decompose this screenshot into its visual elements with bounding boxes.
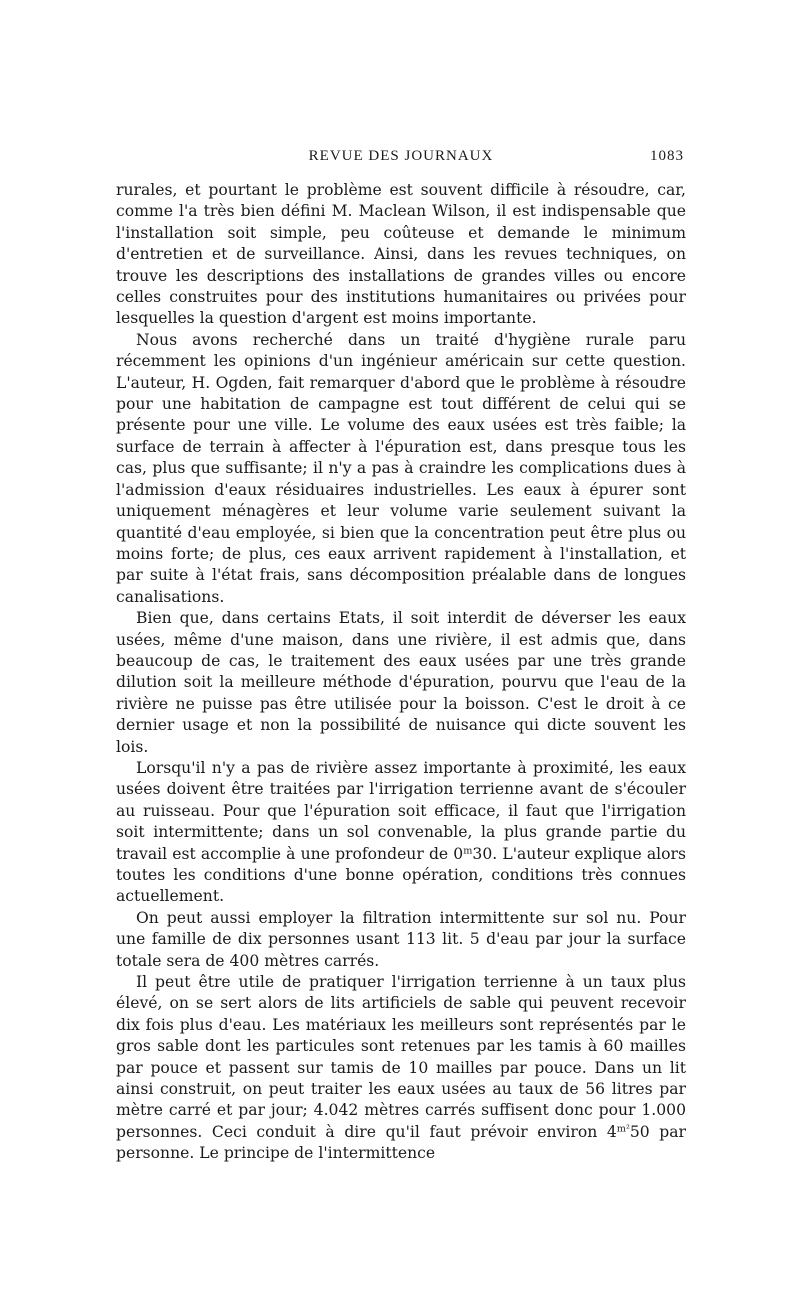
paragraph-text: Bien que, dans certains Etats, il soit interdit de déverser les eaux usées, même d'une maison, dans une rivière, il est admis que, dans beaucoup de cas, le traitement des eaux usées par une très grande dilution soit la meilleure méthode d'épuration, pourvu que l'eau de la rivière ne puisse pas être utilisée pour la boisson. C'est le droit à ce dernier usage et non la possibilité de nuisance qui dicte souvent les lois. [116,609,686,756]
paragraph-text: On peut aussi employer la filtration intermittente sur sol nu. Pour une famille de dix personnes usant 113 lit. 5 d'eau par jour la surface totale sera de 400 mètres carrés. [116,908,686,970]
paragraph-text: Il peut être utile de pratiquer l'irrigation terrienne à un taux plus élevé, on se sert alors de lits artificiels de sable qui peuvent recevoir dix fois plus d'eau. Les matériaux les meilleurs sont représentés par le gros sable dont les particules sont retenues par les tamis à 60 mailles par pouce et passent sur tamis de 10 mailles par pouce. Dans un lit ainsi construit, on peut traiter les eaux usées au taux de 56 litres par mètre carré et par jour; 4.042 mètres carrés suffisent donc pour 1.000 personnes. Ceci conduit à dire qu'il faut prévoir environ 4 [116,973,686,1141]
paragraph-irrigation [116,758,686,908]
paragraph-filtration [116,908,686,972]
paragraph-sand-beds [116,972,686,1165]
running-head [118,148,684,172]
paragraph-continued [116,180,686,330]
running-title: REVUE DES JOURNAUX [308,148,494,164]
body-text [116,180,686,1165]
page-number: 1083 [650,148,684,164]
paragraph-text: rurales, et pourtant le problème est souvent difficile à résoudre, car, comme l'a très bien défini M. Maclean Wilson, il est indispensable que l'installation soit simple, peu coûteuse et demande le minimum d'entretien et de surveillance. Ainsi, dans les revues techniques, on trouve les descriptions des installations de grandes villes ou encore celles construites pour des institutions humanitaires ou privées pour lesquelles la question d'argent est moins importante. [116,181,686,328]
paragraph-text: Lorsqu'il n'y a pas de rivière assez importante à proximité, les eaux usées doivent être traitées par l'irrigation terrienne avant de s'écouler au ruisseau. Pour que l'épuration soit efficace, il faut que l'irrigation soit intermittente; dans un sol convenable, la plus grande partie du travail est accomplie à une profondeur de 0 [116,758,686,863]
paragraph-text: Nous avons recherché dans un traité d'hygiène rurale paru récemment les opinions d'un ingénieur américain sur cette question. L'auteur, H. Ogden, fait remarquer d'abord que le problème à résoudre pour une habitation de campagne est tout différent de celui qui se présente pour une ville. Le volume des eaux usées est très faible; la surface de terrain à affecter à l'épuration est, dans presque tous les cas, plus que suffisante; il n'y a pas à craindre les complications dues à l'admission d'eaux résiduaires industrielles. Les eaux à épurer sont uniquement ménagères et leur volume varie seulement suivant la quantité d'eau employée, si bien que la concentration peut être plus ou moins forte; de plus, ces eaux arrivent rapidement à l'installation, et par suite à l'état frais, sans décomposition préalable dans de longues canalisations. [116,330,686,606]
unit-superscript: m² [616,1123,630,1135]
unit-superscript: m [463,845,473,857]
paragraph-text: 50 par personne. Le principe de l'intermittence [116,1122,686,1163]
paragraph-text: 30. L'auteur explique alors toutes les conditions d'une bonne opération, conditions très connues actuellement. [116,844,686,906]
paragraph-dilution [116,608,686,758]
paragraph-ogden [116,330,686,608]
